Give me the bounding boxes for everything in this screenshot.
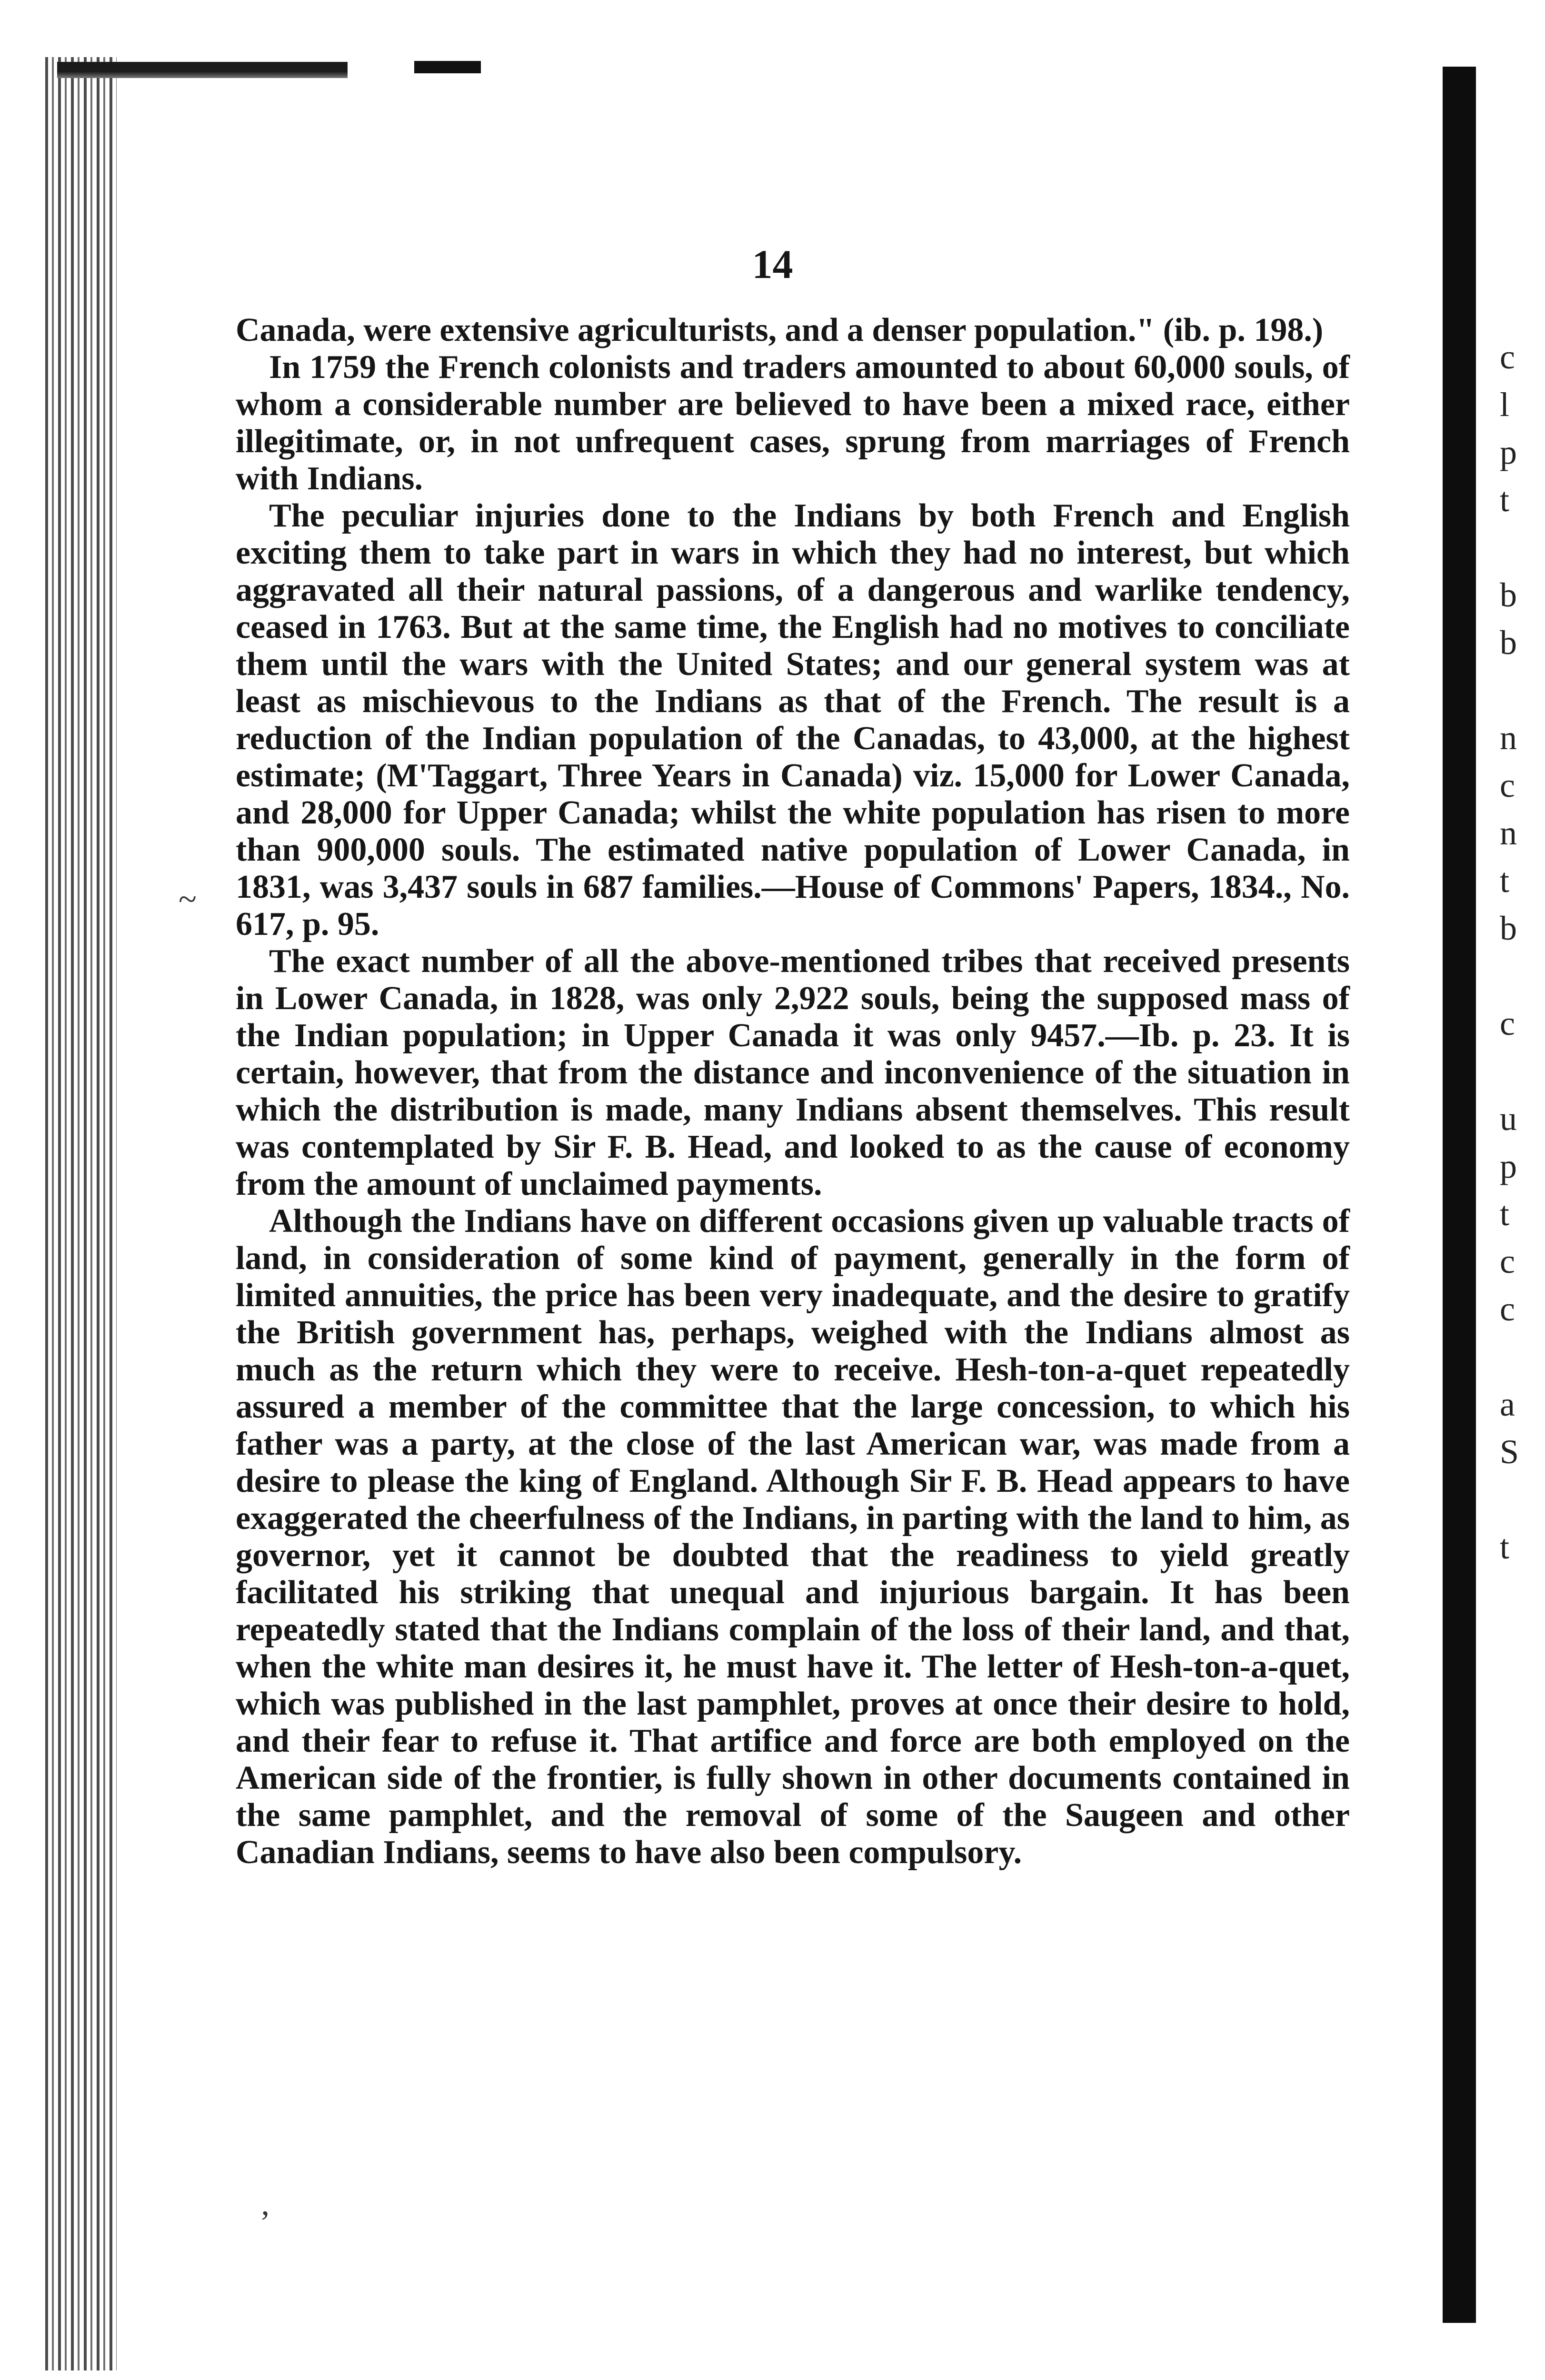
bleed-letter: b bbox=[1500, 576, 1517, 614]
body-text bbox=[236, 312, 1350, 1871]
stray-mark: ’ bbox=[259, 2204, 271, 2241]
paragraph: Although the Indians have on different occasions given up valuable tracts of land, in consideration of some kind of payment, generally in the form of limited annuities, the price has been very inadequate, and the desire to gratify the British government has, perhaps, weighed with the Indians almost as much as the return which they were to receive. Hesh-ton-a-quet repeatedly assured a member of the committee that the large concession, to which his father was a party, at the close of the last American war, was made from a desire to please the king of England. Although Sir F. B. Head appears to have exaggerated the cheerfulness of the Indians, in parting with the land to him, as governor, yet it cannot be doubted that the readiness to yield greatly facilitated his striking that unequal and injurious bargain. It has been repeatedly stated that the Indians complain of the loss of their land, and that, when the white man desires it, he must have it. The letter of Hesh-ton-a-quet, which was published in the last pamphlet, proves at once their desire to hold, and their fear to refuse it. That artifice and force are both employed on the American side of the frontier, is fully shown in other documents contained in the same pamphlet, and the removal of some of the Saugeen and other Canadian Indians, seems to have also been compulsory. bbox=[236, 1203, 1350, 1871]
bleed-letter: c bbox=[1500, 766, 1515, 804]
bleed-letter bbox=[1500, 1476, 1545, 1523]
bleed-letter: n bbox=[1500, 719, 1517, 757]
bleed-letter: u bbox=[1500, 1100, 1517, 1138]
bleed-letter: l bbox=[1500, 386, 1510, 424]
bleed-letter: S bbox=[1500, 1433, 1519, 1471]
paragraph: The peculiar injuries done to the Indians by both French and English exciting them to take part in wars in which they had no interest, but which aggravated all their natural passions, of a dangerous and warlike tendency, ceased in 1763. But at the same time, the English had no motives to conciliate them until the wars with the United States; and our general system was at least as mischievous to the Indians as that of the French. The result is a reduction of the Indian population of the Canadas, to 43,000, at the highest estimate; (M'Taggart, Three Years in Canada) viz. 15,000 for Lower Canada, and 28,000 for Upper Canada; whilst the white population has risen to more than 900,000 souls. The estimated native population of Lower Canada, in 1831, was 3,437 souls in 687 families.—House of Commons' Papers, 1834., No. 617, p. 95. bbox=[236, 497, 1350, 942]
book-gutter bbox=[45, 57, 117, 2370]
bleed-letter: b bbox=[1500, 624, 1517, 662]
bleed-letter bbox=[1500, 524, 1545, 571]
bleed-letter: t bbox=[1500, 862, 1510, 900]
bleed-letter bbox=[1500, 1333, 1545, 1380]
paragraph: The exact number of all the above-mentioned tribes that received presents in Lower Canada, in 1828, was only 2,922 souls, being the supposed mass of the Indian population; in Upper Canada it was only 9457.—Ib. p. 23. It is certain, however, that from the distance and inconvenience of the situation in which the distribution is made, many Indians absent themselves. This result was contemplated by Sir F. B. Head, and looked to as the cause of economy from the amount of unclaimed payments. bbox=[236, 943, 1350, 1202]
bleed-letter: t bbox=[1500, 1195, 1510, 1233]
bleed-letter: a bbox=[1500, 1385, 1515, 1423]
bleed-letter: c bbox=[1500, 1290, 1515, 1328]
bleed-letter: c bbox=[1500, 338, 1515, 376]
stray-mark: ~ bbox=[179, 881, 197, 918]
bleed-letter bbox=[1500, 666, 1545, 714]
paragraph: In 1759 the French colonists and traders amounted to about 60,000 souls, of whom a considerable number are believed to have been a mixed race, either illegitimate, or, in not unfrequent cases, sprung from marriages of French with Indians. bbox=[236, 349, 1350, 497]
bleed-letter: t bbox=[1500, 1528, 1510, 1566]
page-number: 14 bbox=[752, 241, 793, 287]
bleed-letter: c bbox=[1500, 1242, 1515, 1280]
bleed-letter: c bbox=[1500, 1004, 1515, 1042]
bleed-letter: b bbox=[1500, 909, 1517, 947]
gutter-top-edge bbox=[57, 62, 348, 78]
bleed-letter bbox=[1500, 952, 1545, 1000]
print-mark bbox=[414, 61, 481, 73]
page-edge bbox=[1443, 67, 1476, 2323]
bleed-letter bbox=[1500, 1047, 1545, 1095]
paragraph: Canada, were extensive agriculturists, and a denser population." (ib. p. 198.) bbox=[236, 312, 1324, 348]
bleed-letter: n bbox=[1500, 814, 1517, 852]
bleed-letter: t bbox=[1500, 481, 1510, 519]
bleed-letter: p bbox=[1500, 1147, 1517, 1185]
bleed-letter: p bbox=[1500, 433, 1517, 471]
next-page-bleed bbox=[1500, 333, 1545, 1571]
